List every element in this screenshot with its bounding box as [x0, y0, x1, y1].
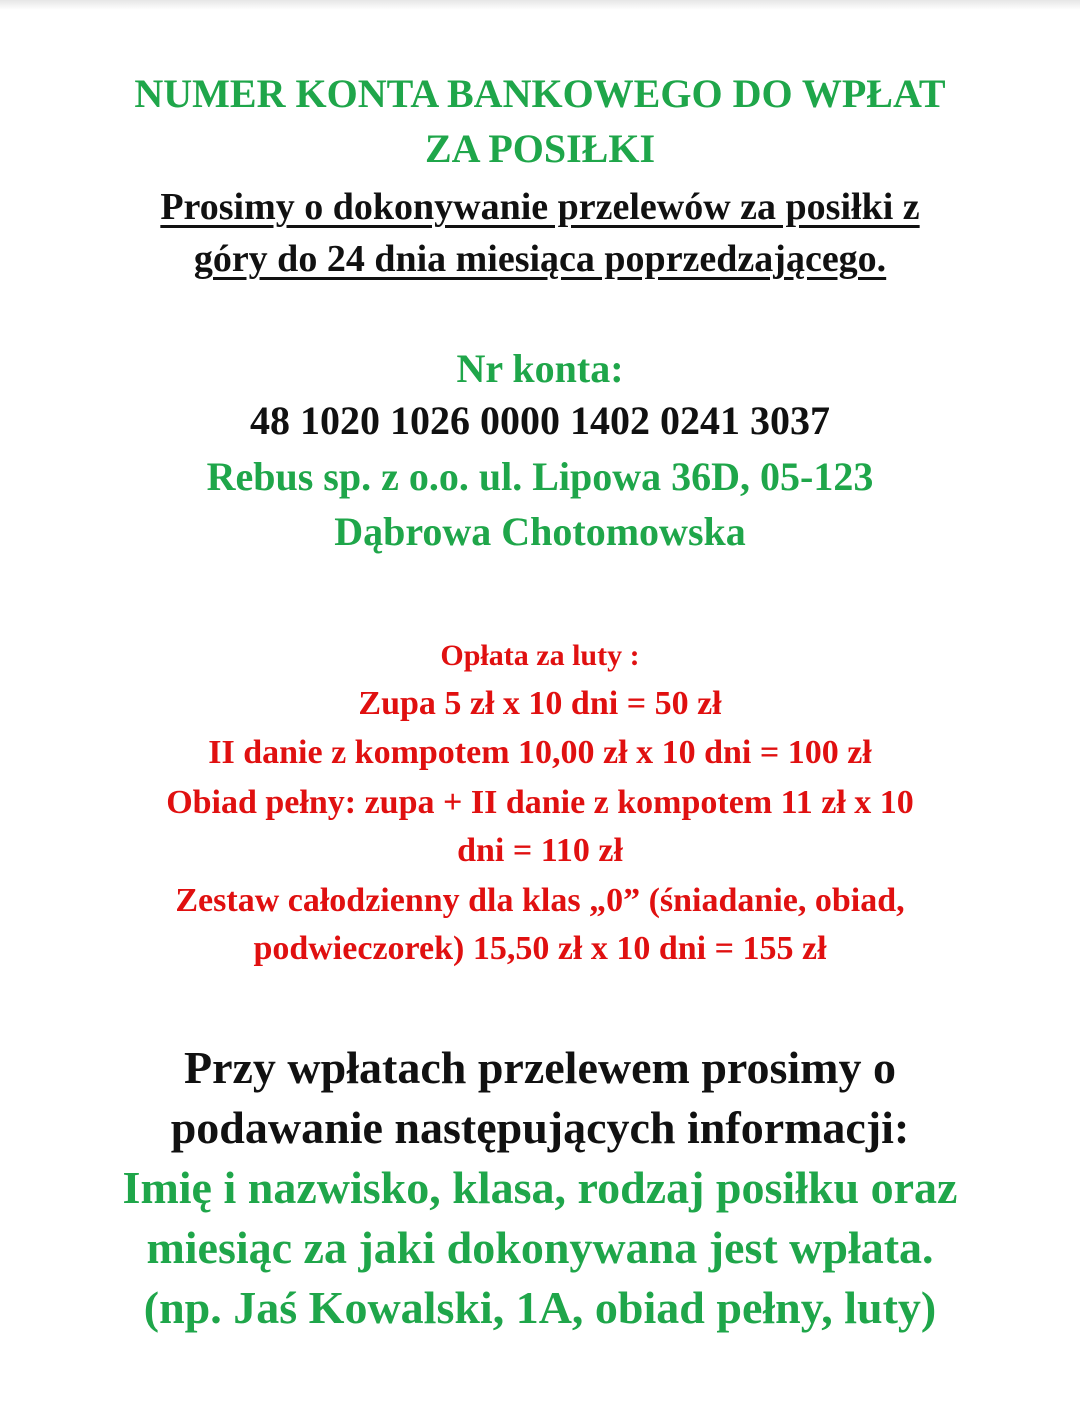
- fee-line: dni = 110 zł: [457, 832, 623, 869]
- fee-line: Zestaw całodzienny dla klas „0” (śniadanie, obiad,: [175, 882, 905, 919]
- account-number: 48 1020 1026 0000 1402 0241 3037: [250, 398, 830, 443]
- notice-line-1: Prosimy o dokonywanie przelewów za posiłki z: [160, 186, 920, 228]
- transfer-info-line-4: miesiąc za jaki dokonywana jest wpłata.: [146, 1222, 934, 1273]
- fee-line: II danie z kompotem 10,00 zł x 10 dni = 100 zł: [208, 734, 872, 771]
- notice-line-2: góry do 24 dnia miesiąca poprzedzającego.: [193, 238, 887, 280]
- transfer-info-line-5: (np. Jaś Kowalski, 1A, obiad pełny, luty): [143, 1282, 937, 1333]
- transfer-info-line-3: Imię i nazwisko, klasa, rodzaj posiłku oraz: [122, 1162, 958, 1213]
- title-line-2: ZA POSIŁKI: [424, 126, 656, 171]
- transfer-info-line-2: podawanie następujących informacji:: [170, 1102, 910, 1153]
- fee-line: Obiad pełny: zupa + II danie z kompotem 11 zł x 10: [166, 784, 914, 821]
- fee-line: podwieczorek) 15,50 zł x 10 dni = 155 zł: [253, 930, 827, 967]
- account-label: Nr konta:: [456, 346, 624, 391]
- fee-line: Zupa 5 zł x 10 dni = 50 zł: [358, 685, 722, 722]
- top-edge-shadow: [0, 0, 1080, 10]
- company-address-line-1: Rebus sp. z o.o. ul. Lipowa 36D, 05-123: [206, 454, 874, 499]
- transfer-info-line-1: Przy wpłatach przelewem prosimy o: [184, 1042, 896, 1093]
- fee-heading: Opłata za luty :: [440, 639, 640, 672]
- title-line-1: NUMER KONTA BANKOWEGO DO WPŁAT: [134, 71, 946, 116]
- company-address-line-2: Dąbrowa Chotomowska: [334, 509, 746, 554]
